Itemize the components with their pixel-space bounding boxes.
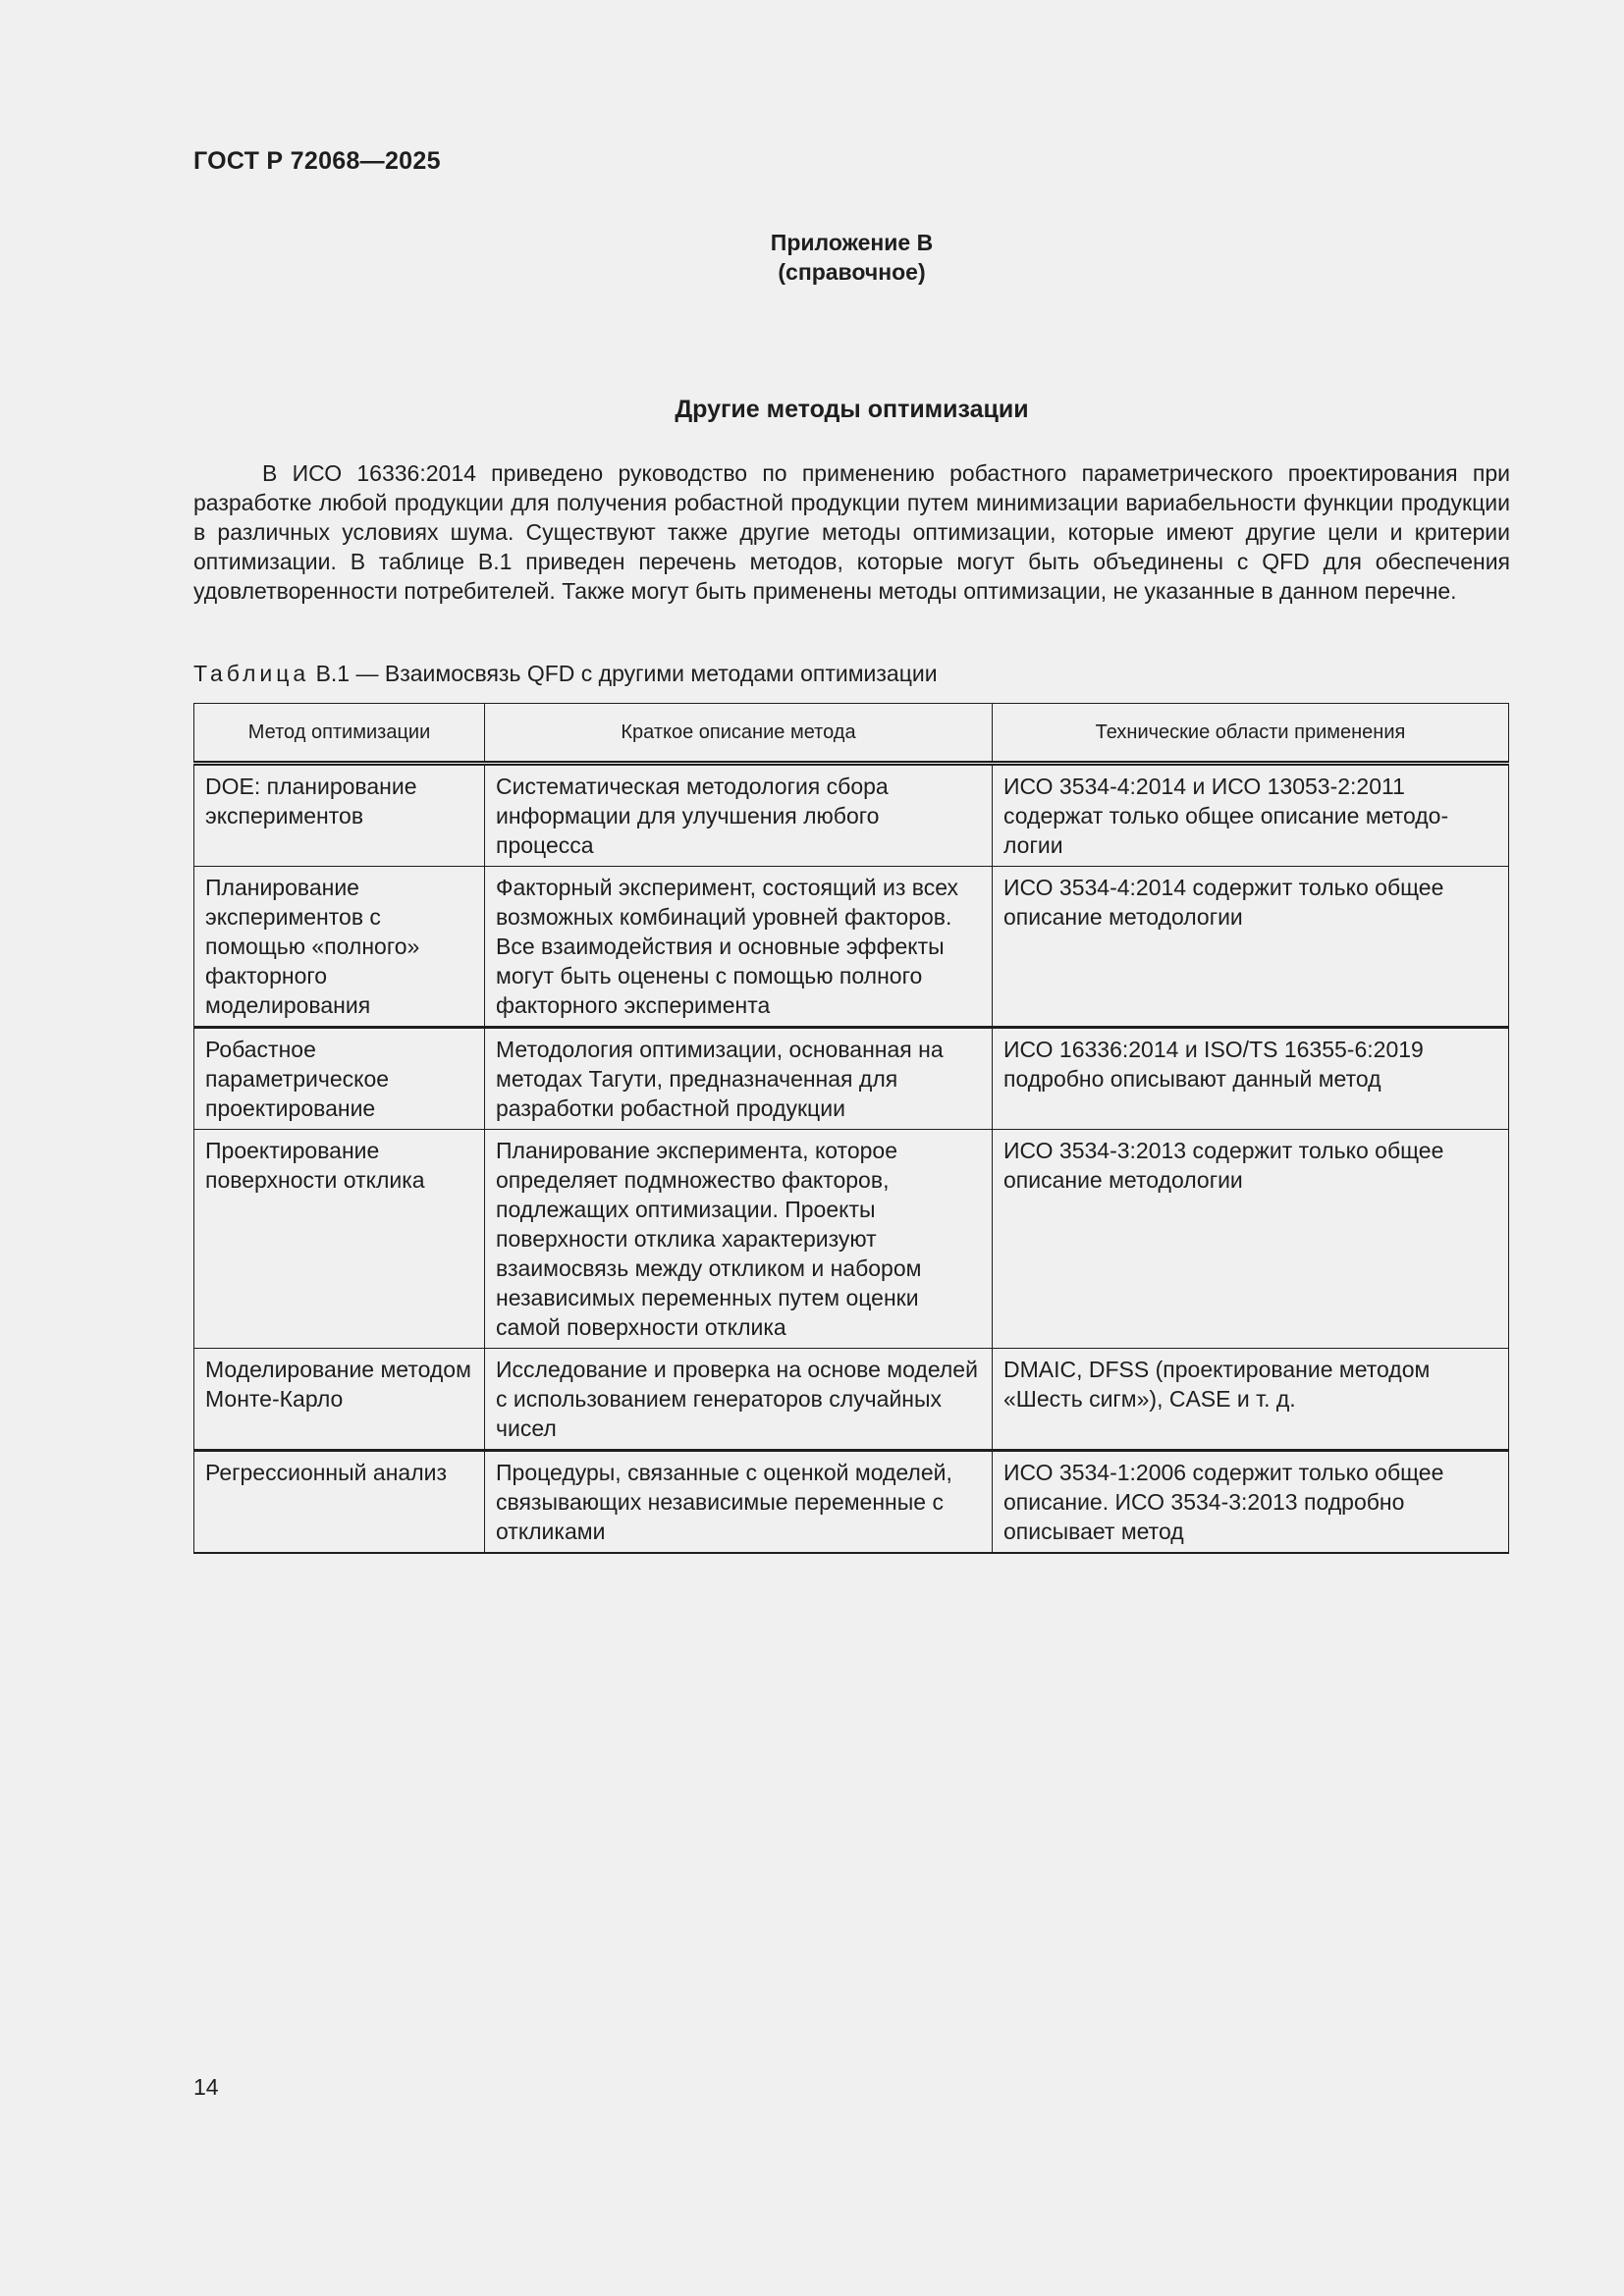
cell-areas: ИСО 3534-4:2014 содержит только общее описание методологии — [993, 867, 1509, 1028]
cell-method: Планирование экспериментов с помощью «полного» факторного моделирования — [194, 867, 485, 1028]
page-number: 14 — [193, 2074, 219, 2100]
cell-description: Факторный эксперимент, состоящий из всех возможных комбинаций уровней факторов. Все взаимодействия и основные эффекты могут быть оценены с помощью полного факторного эксперимента — [485, 867, 993, 1028]
table-caption-text: В.1 — Взаимосвязь QFD с другими методами оптимизации — [315, 661, 938, 686]
table-row — [194, 1130, 1509, 1349]
cell-description: Систематическая методология сбора информации для улучшения любого процесса — [485, 764, 993, 867]
cell-areas: ИСО 3534-1:2006 содержит только общее описание. ИСО 3534-3:2013 подробно описывает метод — [993, 1451, 1509, 1554]
document-code: ГОСТ Р 72068—2025 — [193, 147, 441, 175]
cell-areas: DMAIC, DFSS (проектирование методом «Шесть сигм»), CASE и т. д. — [993, 1349, 1509, 1451]
cell-description: Методология оптимизации, основанная на методах Тагути, предназначенная для разработки робастной продукции — [485, 1028, 993, 1130]
cell-method: Моделирование методом Монте-Карло — [194, 1349, 485, 1451]
intro-paragraph: В ИСО 16336:2014 приведено руководство по применению робастного параметрического проектирования при разработке любой продукции для получения робастной продукции путем минимизации вариабельности функции продукции в различных условиях шума. Существуют также другие методы оптимизации, которые имеют другие цели и критерии оптимизации. В таблице В.1 приведен перечень методов, которые могут быть объединены с QFD для обеспечения удовлетворенности потребителей. Также могут быть применены методы оптимизации, не указанные в данном перечне. — [193, 460, 1510, 604]
cell-method: DOE: планирование экспериментов — [194, 764, 485, 867]
table-row — [194, 867, 1509, 1028]
column-header-method: Метод оптимизации — [194, 704, 485, 764]
cell-method: Проектирование поверхности отклика — [194, 1130, 485, 1349]
cell-method: Робастное параметрическое проектирование — [194, 1028, 485, 1130]
table-caption — [193, 661, 938, 687]
table-header-row — [194, 704, 1509, 764]
table-row — [194, 1451, 1509, 1554]
table-caption-prefix: Таблица — [193, 661, 310, 686]
section-title: Другие методы оптимизации — [675, 396, 1029, 423]
cell-areas: ИСО 3534-3:2013 содержит только общее описание методологии — [993, 1130, 1509, 1349]
cell-description: Планирование эксперимента, которое определяет подмножество факторов, подлежащих оптимизации. Проекты поверхности отклика характеризуют взаимосвязь между откликом и набором независимых переменных путем оценки самой поверхности отклика — [485, 1130, 993, 1349]
methods-table — [193, 703, 1509, 1554]
table-row — [194, 764, 1509, 867]
cell-areas: ИСО 16336:2014 и ISO/TS 16355-6:2019 подробно описывают данный метод — [993, 1028, 1509, 1130]
appendix-subtitle: (справочное) — [778, 259, 926, 285]
table-row — [194, 1349, 1509, 1451]
cell-description: Исследование и проверка на основе моделей с использованием генераторов случайных чисел — [485, 1349, 993, 1451]
table-row — [194, 1028, 1509, 1130]
column-header-areas: Технические области применения — [993, 704, 1509, 764]
appendix-heading — [193, 228, 1510, 287]
cell-method: Регрессионный анализ — [194, 1451, 485, 1554]
appendix-title: Приложение В — [770, 230, 934, 255]
cell-areas: ИСО 3534-4:2014 и ИСО 13053-2:2011 содержат только общее описание методологии — [993, 764, 1509, 867]
cell-description: Процедуры, связанные с оценкой моделей, связывающих независимые переменные с откликами — [485, 1451, 993, 1554]
column-header-description: Краткое описание метода — [485, 704, 993, 764]
